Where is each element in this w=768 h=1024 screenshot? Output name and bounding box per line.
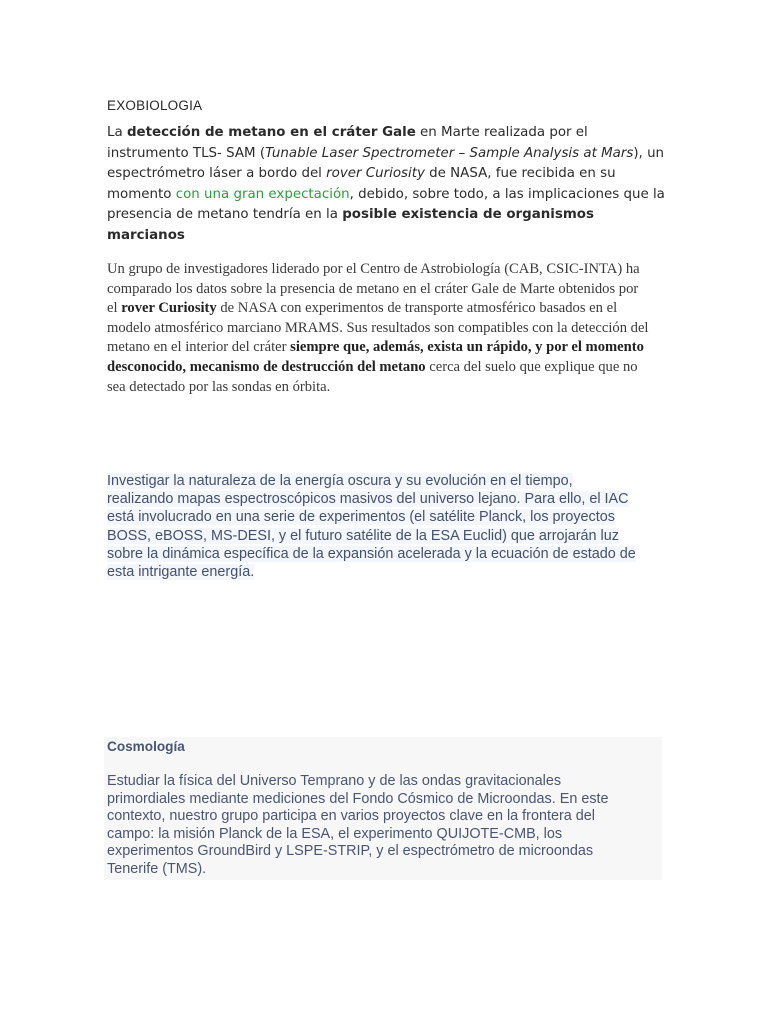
text-run: La [107, 125, 127, 140]
bold-run: siempre que, además, exista un rápido, y por el momento desconocido, mecanismo de destrucción del metano [107, 339, 644, 375]
bold-run: detección de metano en el cráter Gale [126, 125, 416, 140]
text-line: está involucrado en una serie de experimentos (el satélite Planck, los proyectos [107, 509, 615, 526]
section-heading-exobiologia: EXOBIOLOGIA [107, 98, 203, 113]
highlight-run: con una gran expectación [175, 186, 350, 202]
italic-run: Tunable Laser Spectrometer – Sample Analysis at Mars [265, 145, 634, 161]
text-run: en Marte realizada por el instrumento TLS- SAM ( [107, 125, 588, 161]
paragraph-dark-energy [107, 472, 663, 581]
text-line: sobre la dinámica específica de la expansión acelerada y la ecuación de estado de [107, 545, 636, 562]
text-line: esta intrigante energía. [107, 564, 255, 581]
paragraph-cosmology [107, 773, 659, 879]
text-run: de NASA con experimentos de transporte atmosférico basados en el modelo atmosférico marciano MRAMS. Sus resultados son compatibles con la detección del metano en el interior del cráter [107, 300, 649, 356]
paragraph-methane-detection [107, 123, 667, 246]
text-line: realizando mapas espectroscópicos masivos del universo lejano. Para ello, el IAC [107, 491, 629, 508]
text-line: experimentos GroundBird y LSPE-STRIP, y el espectrómetro de microondas [107, 843, 594, 860]
text-run: Un grupo de investigadores liderado por el Centro de Astrobiología (CAB, CSIC-INTA) ha comparado los datos sobre la presencia de metano en el cráter Gale de Marte obtenidos por el [107, 261, 640, 317]
text-line: primordiales mediante mediciones del Fondo Cósmico de Microondas. En este [107, 790, 609, 807]
text-line: Estudiar la física del Universo Temprano y de las ondas gravitacionales [107, 773, 562, 789]
paragraph-cab-research [107, 260, 652, 397]
bold-run: posible existencia de organismos marcianos [107, 207, 594, 243]
bold-run: rover Curiosity [121, 300, 217, 317]
cosmology-title: Cosmología [107, 739, 185, 754]
italic-run: rover Curiosity [326, 166, 425, 181]
text-line: Investigar la naturaleza de la energía oscura y su evolución en el tiempo, [107, 473, 573, 489]
text-run: cerca del suelo que explique que no sea detectado por las sondas en órbita. [107, 358, 638, 395]
text-line: Tenerife (TMS). [107, 860, 207, 877]
text-run: ), un espectrómetro láser a bordo del [107, 145, 665, 181]
text-line: contexto, nuestro grupo participa en varios proyectos clave en la frontera del [107, 808, 595, 825]
text-run: , debido, sobre todo, a las implicaciones que la presencia de metano tendría en la [107, 186, 665, 222]
text-run: de NASA, fue recibida en su momento [107, 166, 616, 202]
text-line: campo: la misión Planck de la ESA, el experimento QUIJOTE-CMB, los [107, 825, 563, 842]
text-line: BOSS, eBOSS, MS-DESI, y el futuro satélite de la ESA Euclid) que arrojarán luz [107, 527, 619, 544]
